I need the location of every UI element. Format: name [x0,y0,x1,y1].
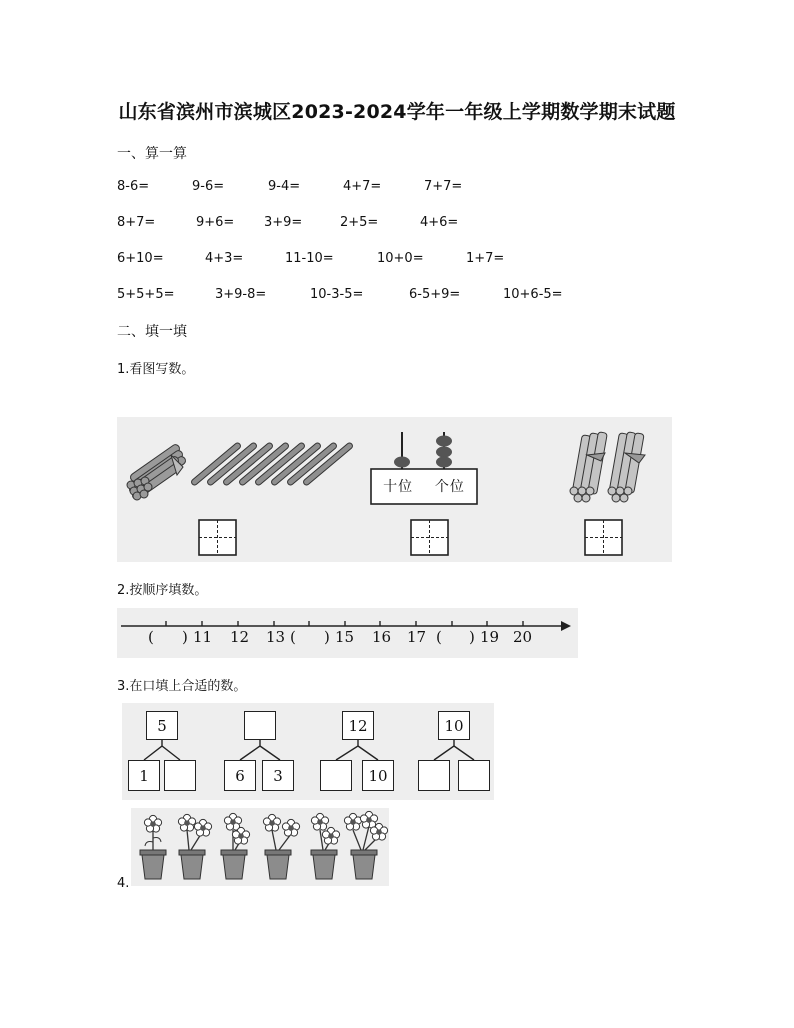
section-heading-fill: 二、填一填 [117,324,187,340]
calc-item: 10+0= [377,251,424,266]
flower-pot-icon [263,814,299,879]
calc-item: 10+6-5= [503,287,563,302]
bond-right-box: 3 [262,760,294,791]
tick-label: 13 [266,628,286,646]
flower-pot-icon [221,813,250,879]
picture-to-number-figure [117,417,672,562]
tick-label: 17 [407,628,427,646]
number-line-figure [117,608,578,658]
calc-item: 4+6= [420,215,459,230]
bundle-of-ten-sticks-icon [127,443,187,501]
blank-open-paren: ( [436,628,442,646]
flower-pot-icon [311,813,340,879]
bond-left-box: 6 [224,760,256,791]
tick-label: 20 [513,628,533,646]
calc-item: 11-10= [285,251,334,266]
abacus-place-labels [371,476,477,496]
page-title: 山东省滨州市滨城区2023-2024学年一年级上学期数学期末试题 [118,101,676,123]
bond-right-box: 10 [362,760,394,791]
calc-item: 6-5+9= [409,287,461,302]
calc-item: 3+9= [264,215,303,230]
blank-close-paren: ) [324,628,330,646]
calc-item: 8-6= [117,179,150,194]
tick-label: 16 [372,628,392,646]
calc-item: 9-4= [268,179,301,194]
calc-item: 6+10= [117,251,164,266]
calc-item: 2+5= [340,215,379,230]
number-bond-figure [122,703,494,800]
flower-pots-figure [131,808,389,886]
calc-item: 3+9-8= [215,287,267,302]
question-1-label: 1.看图写数。 [117,362,195,377]
bond-right-box-empty [458,760,490,791]
bond-top-box: 12 [342,711,374,740]
blank-close-paren: ) [182,628,188,646]
calc-item: 8+7= [117,215,156,230]
calc-item: 5+5+5= [117,287,175,302]
blank-open-paren: ( [290,628,296,646]
calc-row-2 [117,215,677,237]
section-heading-calculate: 一、算一算 [117,146,187,162]
bond-left-box: 1 [128,760,160,791]
bond-top-box-empty [244,711,276,740]
blank-open-paren: ( [148,628,154,646]
calc-item: 9+6= [196,215,235,230]
single-sticks-icon [190,442,353,486]
question-4-label: 4. [117,876,130,891]
blank-close-paren: ) [469,628,475,646]
calc-row-4 [117,287,677,309]
ones-place-label: 个位 [434,479,465,495]
flower-pot-icon [344,811,387,879]
calc-item: 4+3= [205,251,244,266]
tick-label: 12 [230,628,250,646]
two-bundles-of-ten-icon [570,432,645,502]
number-line-labels [117,608,578,658]
calc-row-1 [117,179,677,201]
tick-label: 15 [335,628,355,646]
flower-pot-icon [178,814,211,879]
bond-right-box-empty [164,760,196,791]
tick-label: 19 [480,628,500,646]
bond-top-box: 5 [146,711,178,740]
calc-item: 10-3-5= [310,287,364,302]
tick-label: 11 [193,628,213,646]
flower-pot-icon [140,815,166,879]
flower-pots-illustration [131,808,389,886]
tens-place-label: 十位 [383,479,414,495]
bond-left-box-empty [320,760,352,791]
calc-item: 4+7= [343,179,382,194]
calc-item: 1+7= [466,251,505,266]
bond-top-box: 10 [438,711,470,740]
answer-box-grids [199,520,622,555]
question-2-label: 2.按顺序填数。 [117,583,208,598]
bond-left-box-empty [418,760,450,791]
calc-item: 7+7= [424,179,463,194]
calc-item: 9-6= [192,179,225,194]
calc-row-3 [117,251,677,273]
question-3-label: 3.在口填上合适的数。 [117,679,247,694]
